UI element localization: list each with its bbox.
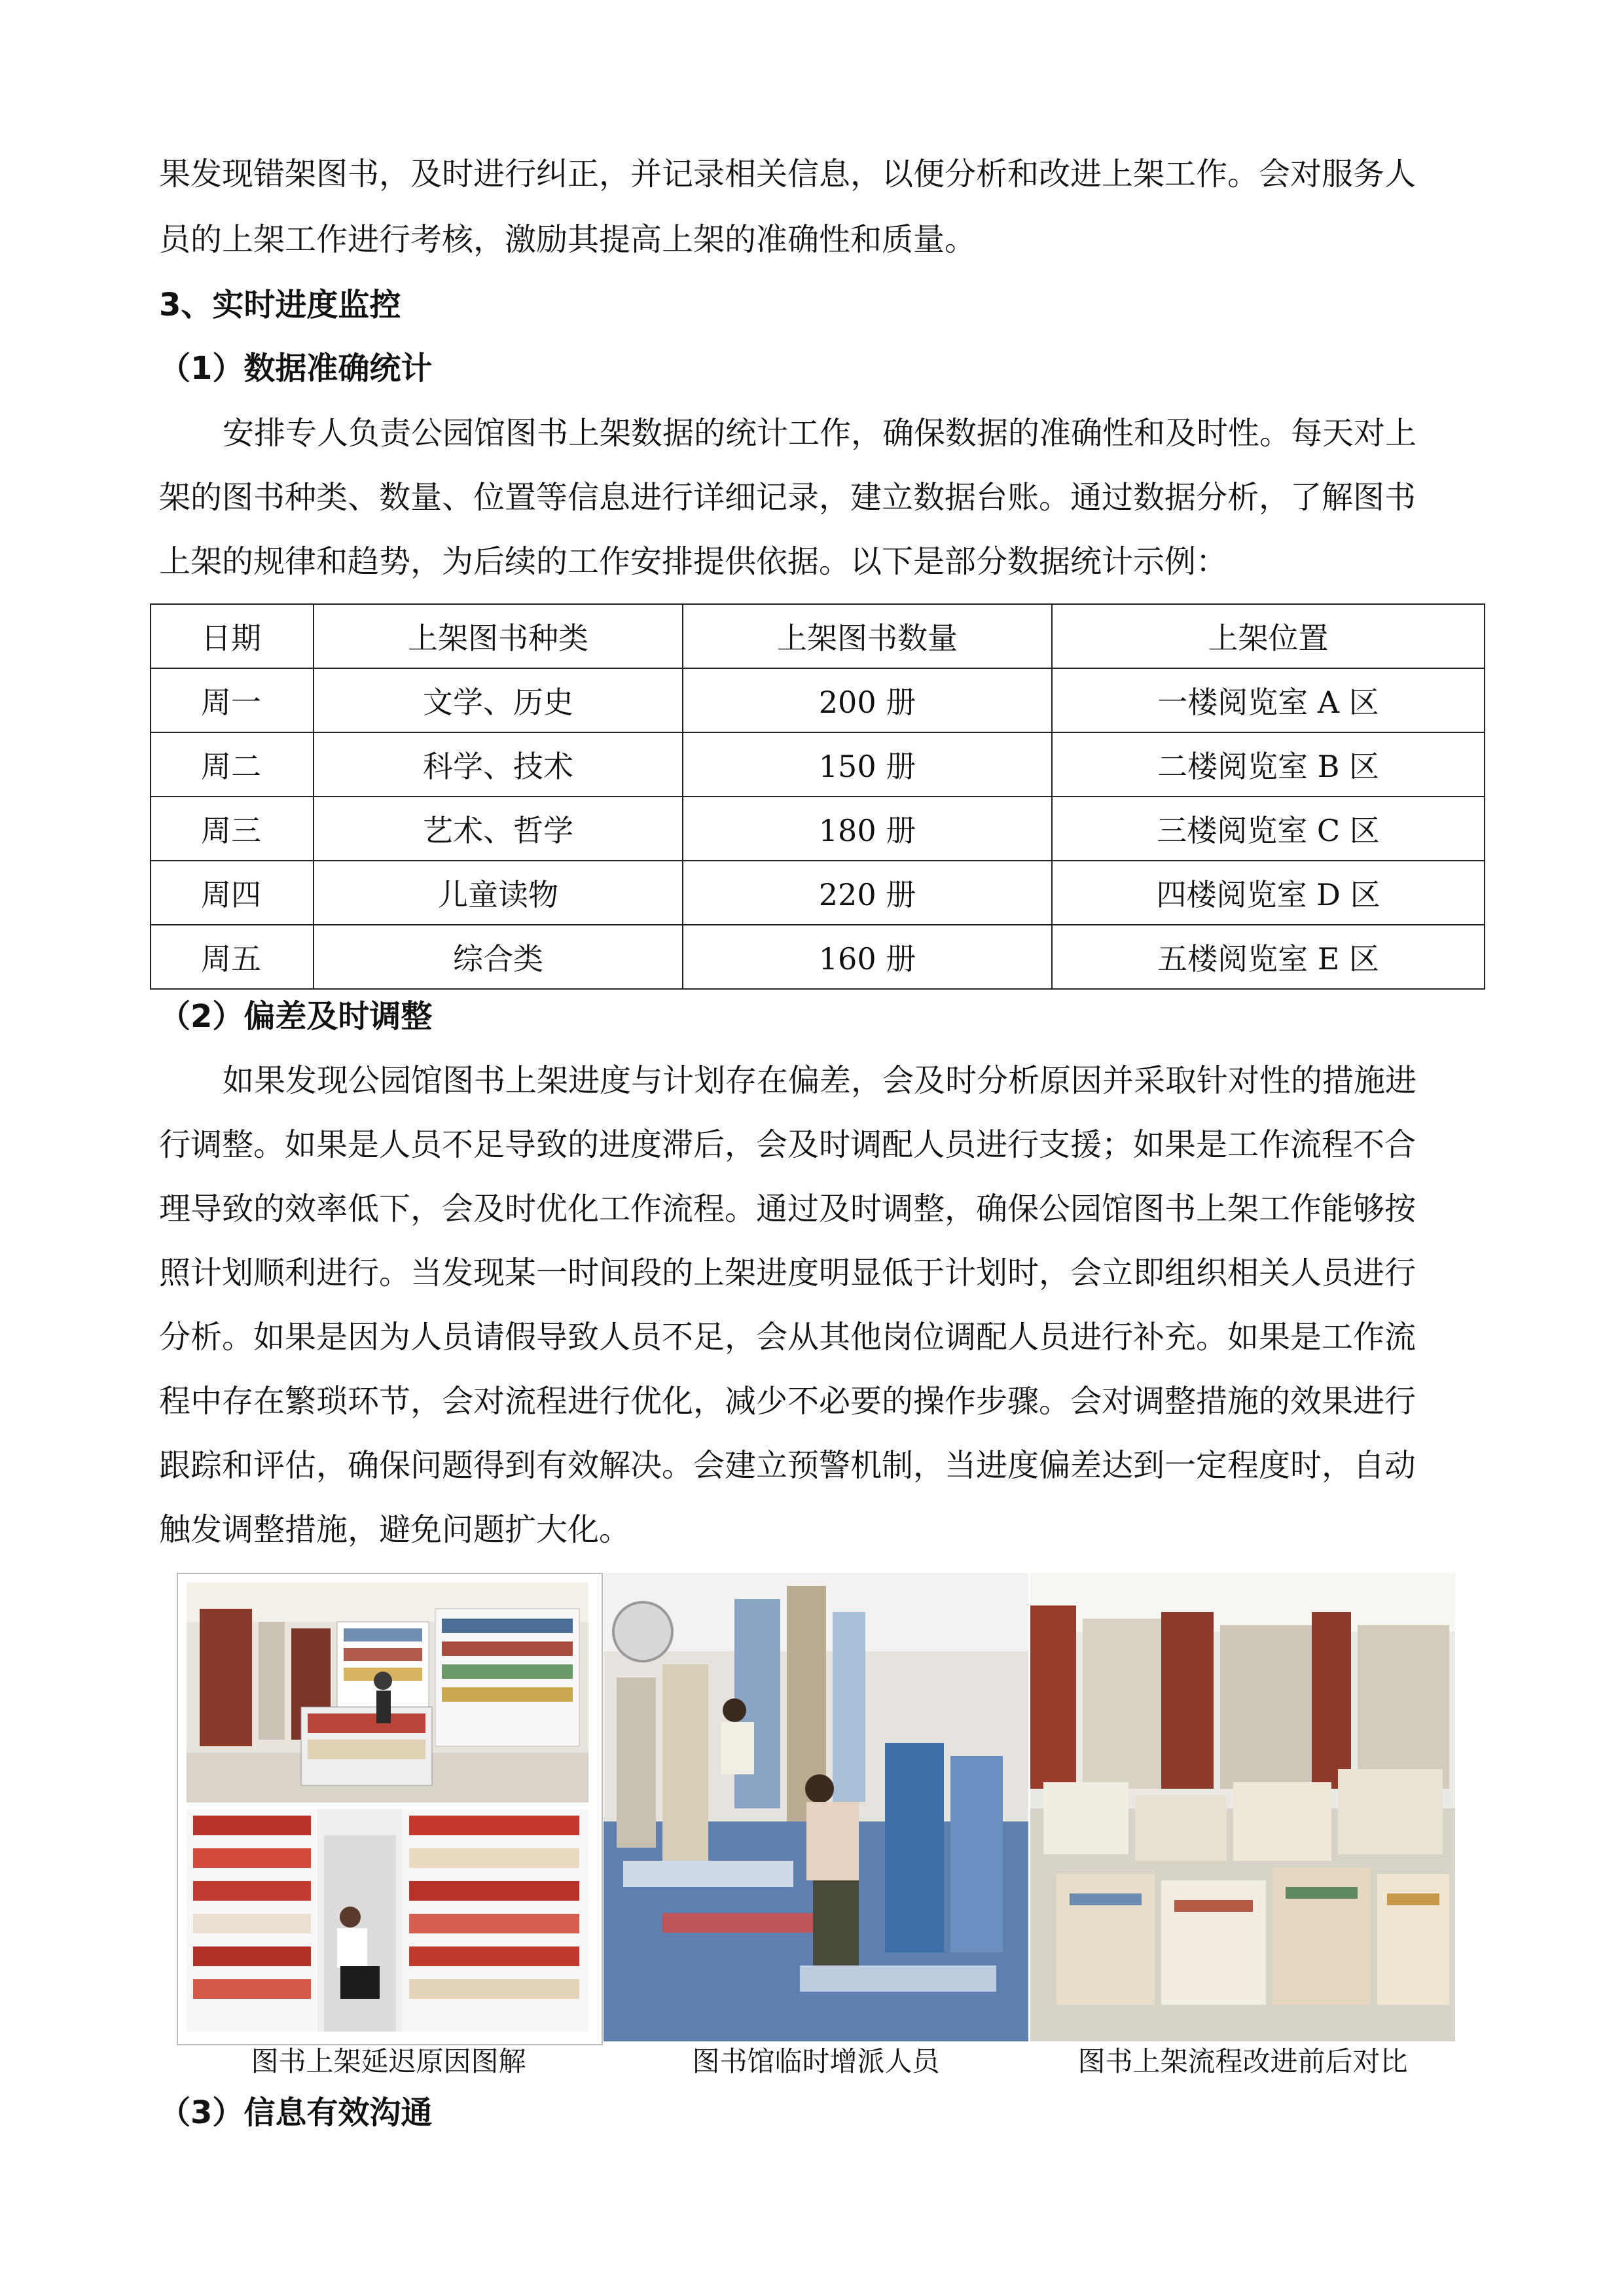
temporary-staff-photo (604, 1573, 1028, 2041)
table-header-cell: 上架位置 (1052, 604, 1485, 668)
subsection-heading: （3）信息有效沟通 (159, 2094, 433, 2131)
table-row (151, 925, 1485, 989)
statistics-table (150, 603, 1485, 990)
paragraph-line: 照计划顺利进行。当发现某一时间段的上架进度明显低于计划时，会立即组织相关人员进行 (159, 1255, 1416, 1291)
table-cell: 160 册 (683, 925, 1052, 989)
table-row (151, 861, 1485, 925)
table-header-cell: 上架图书种类 (314, 604, 683, 668)
table-cell: 周三 (151, 797, 314, 861)
section-heading: 3、实时进度监控 (159, 287, 401, 323)
figure-caption: 图书上架流程改进前后对比 (1077, 2045, 1408, 2077)
table-cell: 综合类 (314, 925, 683, 989)
table-cell: 三楼阅览室 C 区 (1052, 797, 1485, 861)
paragraph-line: 上架的规律和趋势，为后续的工作安排提供依据。以下是部分数据统计示例： (159, 543, 1228, 580)
table-cell: 艺术、哲学 (314, 797, 683, 861)
table-cell: 五楼阅览室 E 区 (1052, 925, 1485, 989)
paragraph-line: 跟踪和评估，确保问题得到有效解决。会建立预警机制，当进度偏差达到一定程度时，自动 (159, 1447, 1416, 1484)
paragraph-line: 架的图书种类、数量、位置等信息进行详细记录，建立数据台账。通过数据分析，了解图书 (159, 479, 1416, 516)
paragraph-line: 安排专人负责公园馆图书上架数据的统计工作，确保数据的准确性和及时性。每天对上 (223, 415, 1417, 452)
table-cell: 二楼阅览室 B 区 (1052, 732, 1485, 797)
table-cell: 180 册 (683, 797, 1052, 861)
paragraph-line: 行调整。如果是人员不足导致的进度滞后，会及时调配人员进行支援；如果是工作流程不合 (159, 1126, 1416, 1163)
table-cell: 周一 (151, 668, 314, 732)
table-header-cell: 日期 (151, 604, 314, 668)
table-header-cell: 上架图书数量 (683, 604, 1052, 668)
paragraph-line: 员的上架工作进行考核，激励其提高上架的准确性和质量。 (159, 221, 977, 258)
table-cell: 文学、历史 (314, 668, 683, 732)
paragraph-line: 果发现错架图书，及时进行纠正，并记录相关信息，以便分析和改进上架工作。会对服务人 (159, 156, 1416, 192)
table-cell: 200 册 (683, 668, 1052, 732)
table-cell: 220 册 (683, 861, 1052, 925)
table-cell: 四楼阅览室 D 区 (1052, 861, 1485, 925)
table-row (151, 668, 1485, 732)
paragraph-line: 如果发现公园馆图书上架进度与计划存在偏差，会及时分析原因并采取针对性的措施进 (223, 1062, 1417, 1099)
table-cell: 150 册 (683, 732, 1052, 797)
paragraph-line: 程中存在繁琐环节，会对流程进行优化，减少不必要的操作步骤。会对调整措施的效果进行 (159, 1383, 1416, 1420)
figure-caption: 图书上架延迟原因图解 (251, 2045, 526, 2077)
table-cell: 儿童读物 (314, 861, 683, 925)
library-shelves-photo (187, 1583, 588, 1803)
paragraph-line: 分析。如果是因为人员请假导致人员不足，会从其他岗位调配人员进行补充。如果是工作流 (159, 1319, 1416, 1355)
library-restocking-photo (187, 1809, 588, 2032)
table-cell: 周二 (151, 732, 314, 797)
table-cell: 科学、技术 (314, 732, 683, 797)
table-row (151, 732, 1485, 797)
table-cell: 周五 (151, 925, 314, 989)
table-row (151, 797, 1485, 861)
subsection-heading: （1）数据准确统计 (159, 350, 433, 387)
figure-caption: 图书馆临时增派人员 (692, 2045, 940, 2077)
process-comparison-photo (1030, 1573, 1455, 2041)
paragraph-line: 理导致的效率低下，会及时优化工作流程。通过及时调整，确保公园馆图书上架工作能够按 (159, 1191, 1416, 1227)
table-cell: 周四 (151, 861, 314, 925)
table-header-row (151, 604, 1485, 668)
paragraph-line: 触发调整措施，避免问题扩大化。 (159, 1511, 631, 1548)
subsection-heading: （2）偏差及时调整 (159, 998, 433, 1035)
table-cell: 一楼阅览室 A 区 (1052, 668, 1485, 732)
